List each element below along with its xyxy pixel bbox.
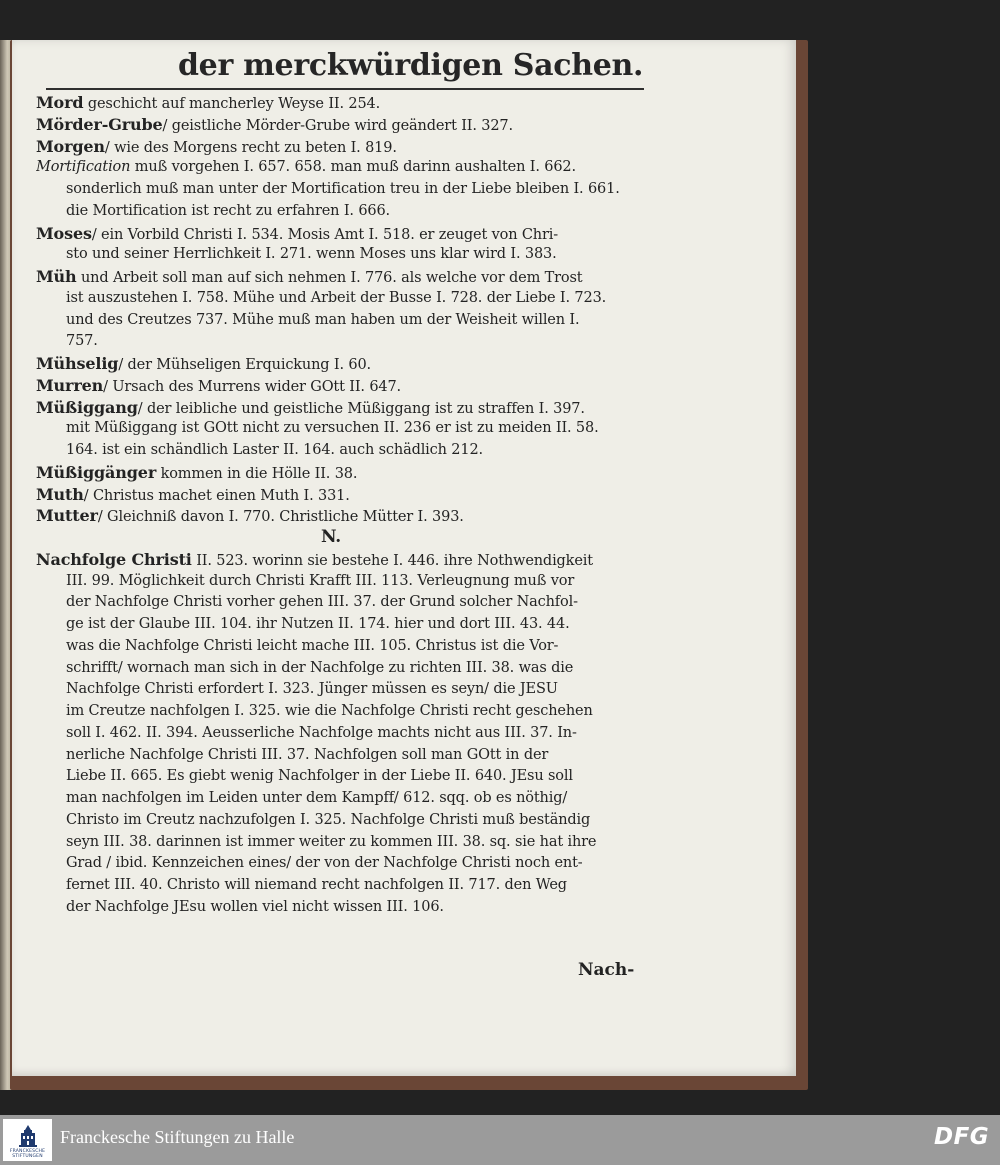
entry-continuation: der Nachfolge JEsu wollen viel nicht wissen III. 106.: [66, 898, 444, 915]
entry-continuation: 164. ist ein schändlich Laster II. 164. auch schädlich 212.: [66, 442, 483, 458]
entry-continuation: im Creutze nachfolgen I. 325. wie die Nachfolge Christi recht geschehen: [66, 703, 593, 719]
entry-references: / Gleichniß davon I. 770. Christliche Mütter I. 393.: [97, 509, 464, 526]
entry-headword: Müßiggang: [36, 397, 138, 417]
index-entry: [36, 136, 646, 158]
entry-headword: Murren: [36, 375, 104, 395]
entry-references: und Arbeit soll man auf sich nehmen I. 776. als welche vor dem Trost: [76, 270, 583, 286]
index-entry: [36, 266, 646, 288]
entry-references: geschicht auf mancherley Weyse II. 254.: [83, 96, 381, 112]
logo-caption-line1: FRANCKESCHE: [9, 1149, 46, 1154]
entry-headword: Muth: [36, 484, 84, 504]
index-entry: [36, 462, 646, 484]
entry-headword: Nachfolge Christi: [36, 549, 192, 569]
entry-continuation: was die Nachfolge Christi leicht mache III. 105. Christus ist die Vor-: [66, 637, 559, 654]
entry-headword: Müßiggänger: [36, 462, 157, 482]
index-entry: [36, 397, 646, 419]
entry-continuation: Christo im Creutz nachzufolgen I. 325. Nachfolge Christi muß beständig: [66, 811, 591, 828]
entry-headword: Mörder-Grube: [36, 114, 163, 134]
entry-continuation: 757.: [66, 333, 98, 350]
entry-references: / der Mühseligen Erquickung I. 60.: [118, 357, 371, 373]
entry-continuation: nerliche Nachfolge Christi III. 37. Nachfolgen soll man GOtt in der: [66, 746, 549, 763]
viewer-footer: [0, 1115, 1000, 1165]
entry-continuation: die Mortification ist recht zu erfahren I. 666.: [66, 202, 391, 219]
entry-headword: Mord: [36, 93, 84, 112]
entry-headword: Müh: [36, 267, 77, 286]
catchword: Nach-: [578, 960, 635, 980]
building-icon: [19, 1125, 37, 1147]
institution-logo[interactable]: [3, 1119, 52, 1161]
entry-references: / ein Vorbild Christi I. 534. Mosis Amt I. 518. er zeuget von Chri-: [91, 226, 559, 243]
entry-continuation: Grad / ibid. Kennzeichen eines/ der von der Nachfolge Christi noch ent-: [66, 855, 583, 872]
entry-continuation: Liebe II. 665. Es giebt wenig Nachfolger in der Liebe II. 640. JEsu soll: [66, 768, 573, 785]
entry-references: / der leibliche und geistliche Müßiggang ist zu straffen I. 397.: [137, 400, 585, 417]
section-letter: N.: [320, 527, 342, 547]
entry-headword: Moses: [36, 223, 92, 243]
entry-continuation: schrifft/ wornach man sich in der Nachfolge zu richten III. 38. was die: [66, 659, 574, 676]
entry-continuation: man nachfolgen im Leiden unter dem Kampff/ 612. sqq. ob es nöthig/: [66, 790, 568, 806]
entry-references: / Ursach des Murrens wider GOtt II. 647.: [103, 378, 402, 395]
entry-references: / geistliche Mörder-Grube wird geändert II. 327.: [162, 117, 513, 134]
index-entry: [36, 92, 646, 114]
index-entry: [36, 353, 646, 375]
entry-continuation: ge ist der Glaube III. 104. ihr Nutzen II. 174. hier und dort III. 43. 44.: [66, 616, 570, 632]
entry-references: / Christus machet einen Muth I. 331.: [83, 487, 350, 504]
index-entry: [36, 484, 646, 506]
entry-continuation: soll I. 462. II. 394. Aeusserliche Nachfolge machts nicht aus III. 37. In-: [66, 724, 577, 741]
entry-references: II. 523. worinn sie bestehe I. 446. ihre Nothwendigkeit: [191, 552, 593, 569]
entry-continuation: sonderlich muß man unter der Mortification treu in der Liebe bleiben I. 661.: [66, 181, 620, 197]
entry-headword: Morgen: [36, 136, 105, 156]
index-entry: [36, 157, 646, 179]
index-entries: [36, 92, 646, 919]
entry-continuation: III. 99. Möglichkeit durch Christi Krafft III. 113. Verleugnung muß vor: [66, 572, 575, 589]
entry-references: muß vorgehen I. 657. 658. man muß darinn aushalten I. 662.: [130, 159, 576, 176]
entry-continuation: fernet III. 40. Christo will niemand recht nachfolgen II. 717. den Weg: [66, 877, 567, 893]
running-head: der merckwürdigen Sachen.: [178, 48, 644, 83]
entry-continuation: sto und seiner Herrlichkeit I. 271. wenn Moses uns klar wird I. 383.: [66, 246, 557, 263]
entry-references: kommen in die Hölle II. 38.: [156, 465, 358, 482]
index-entry: [36, 223, 646, 245]
entry-headword: Mortification: [36, 159, 131, 176]
entry-continuation: der Nachfolge Christi vorher gehen III. 37. der Grund solcher Nachfol-: [66, 594, 578, 611]
entry-references: / wie des Morgens recht zu beten I. 819.: [104, 139, 397, 156]
entry-continuation: und des Creutzes 737. Mühe muß man haben um der Weisheit willen I.: [66, 311, 580, 328]
entry-headword: Mühselig: [36, 354, 119, 373]
logo-caption-line2: STIFTUNGEN: [12, 1154, 43, 1159]
institution-name[interactable]: Franckesche Stiftungen zu Halle: [60, 1127, 295, 1147]
index-entry: [36, 505, 646, 527]
entry-continuation: ist auszustehen I. 758. Mühe und Arbeit der Busse I. 728. der Liebe I. 723.: [66, 289, 607, 306]
index-entry: [36, 375, 646, 397]
index-entry: [36, 549, 646, 571]
entry-continuation: seyn III. 38. darinnen ist immer weiter zu kommen III. 38. sq. sie hat ihre: [66, 833, 597, 850]
entry-headword: Mutter: [36, 506, 98, 526]
index-entry: [36, 114, 646, 136]
logo-caption: [10, 1149, 45, 1159]
head-rule: [46, 88, 644, 90]
entry-continuation: mit Müßiggang ist GOtt nicht zu versuchen II. 236 er ist zu meiden II. 58.: [66, 420, 599, 437]
dfg-logo[interactable]: DFG: [934, 1124, 990, 1150]
entry-continuation: Nachfolge Christi erfordert I. 323. Jünger müssen es seyn/ die JESU: [66, 681, 558, 698]
